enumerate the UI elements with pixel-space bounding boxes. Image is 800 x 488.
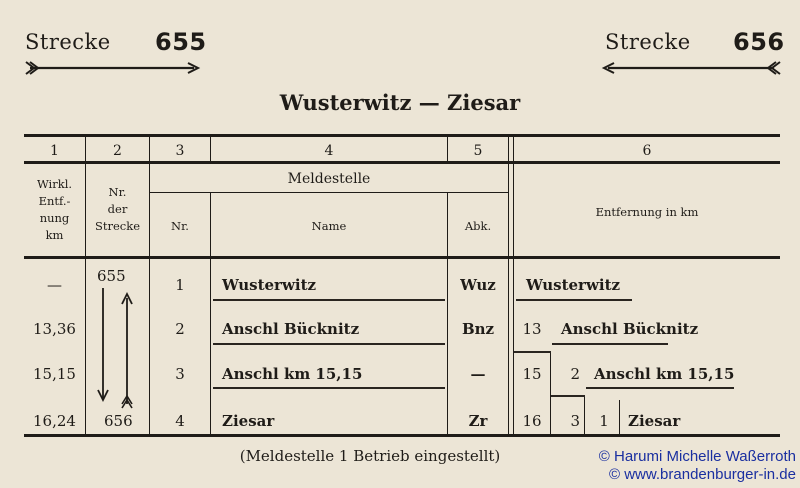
- row4-abk: Zr: [468, 412, 488, 430]
- col-number-6: 6: [642, 143, 652, 159]
- header-line: Wirkl.: [36, 177, 73, 191]
- row2-entf-box-rule: [514, 351, 551, 353]
- strecke-right-number: 656: [733, 28, 785, 56]
- header-line: der: [107, 202, 128, 216]
- header-wirkl-entfernung: [24, 176, 85, 244]
- meldestelle-rule: [150, 192, 508, 193]
- header-abk: Abk.: [464, 219, 492, 233]
- entf-divider-2: [584, 395, 585, 435]
- row3-abk: —: [470, 365, 486, 383]
- col-divider-5a: [508, 136, 509, 435]
- row2-distance: 13,36: [33, 320, 76, 338]
- col-number-1: 1: [50, 143, 59, 159]
- strecke-left-label: Strecke: [25, 30, 111, 54]
- row1-entf-rule: [516, 299, 632, 301]
- strecke-start: 655: [97, 267, 126, 285]
- entf-divider-3: [619, 400, 620, 435]
- row1-distance: —: [47, 276, 62, 294]
- strecke-end: 656: [104, 412, 133, 430]
- header-line: nung: [39, 211, 70, 225]
- col-number-5: 5: [473, 143, 483, 159]
- row4-name: Ziesar: [222, 412, 275, 430]
- arrow-left-icon: [600, 60, 782, 76]
- row3-entf-box-rule: [551, 395, 585, 397]
- header-name: Name: [311, 219, 347, 233]
- body-top-rule: [24, 256, 780, 259]
- direction-arrows-icon: [95, 286, 135, 410]
- row3-name-rule: [213, 387, 445, 389]
- row4-distance: 16,24: [33, 412, 76, 430]
- row2-entf-name: Anschl Bücknitz: [561, 320, 699, 338]
- header-line: km: [45, 228, 64, 242]
- row2-entf-1: 13: [522, 320, 542, 338]
- credit-author: © Harumi Michelle Waßerroth: [598, 448, 796, 465]
- row4-entf-2: 3: [570, 412, 580, 430]
- row3-entf-name: Anschl km 15,15: [594, 365, 735, 383]
- arrow-right-icon: [24, 60, 204, 76]
- table-bottom-rule: [24, 434, 780, 437]
- row3-entf-1: 15: [522, 365, 542, 383]
- row2-nr: 2: [175, 320, 185, 338]
- col-divider-1: [85, 136, 86, 435]
- strecke-right: [605, 28, 785, 56]
- footer-note: (Meldestelle 1 Betrieb eingestellt): [239, 447, 501, 465]
- col-number-4: 4: [324, 143, 334, 159]
- row2-name: Anschl Bücknitz: [222, 320, 360, 338]
- row4-entf-1: 16: [522, 412, 542, 430]
- header-nr: Nr.: [171, 219, 189, 233]
- row3-entf-rule: [586, 387, 734, 389]
- row4-nr: 4: [175, 412, 185, 430]
- row4-entf-name: Ziesar: [628, 412, 681, 430]
- row3-entf-2: 2: [570, 365, 580, 383]
- row2-entf-rule: [552, 343, 668, 345]
- header-line: Strecke: [94, 219, 141, 233]
- row1-entf-name: Wusterwitz: [526, 276, 621, 294]
- row3-name: Anschl km 15,15: [222, 365, 363, 383]
- row2-abk: Bnz: [461, 320, 495, 338]
- header-nr-der-strecke: [86, 184, 149, 235]
- row3-nr: 3: [175, 365, 185, 383]
- row4-entf-3: 1: [599, 412, 609, 430]
- table-top-rule: [24, 134, 780, 137]
- strecke-right-label: Strecke: [605, 30, 691, 54]
- strecke-left: [25, 28, 207, 56]
- header-entfernung: Entfernung in km: [595, 205, 699, 219]
- header-meldestelle: Meldestelle: [287, 171, 371, 187]
- strecke-left-number: 655: [155, 28, 207, 56]
- row1-name: Wusterwitz: [222, 276, 317, 294]
- credit-website[interactable]: © www.brandenburger-in.de: [609, 466, 796, 483]
- header-line: Nr.: [108, 185, 127, 199]
- col-number-2: 2: [113, 143, 122, 159]
- row1-abk: Wuz: [460, 276, 496, 294]
- col-divider-5b: [513, 136, 514, 435]
- row1-nr: 1: [175, 276, 185, 294]
- row1-name-rule: [213, 299, 445, 301]
- header-line: Entf.-: [38, 194, 71, 208]
- row3-distance: 15,15: [33, 365, 76, 383]
- header-rule: [24, 161, 780, 164]
- row2-name-rule: [213, 343, 445, 345]
- page-title: Wusterwitz — Ziesar: [279, 90, 521, 115]
- col-number-3: 3: [175, 143, 185, 159]
